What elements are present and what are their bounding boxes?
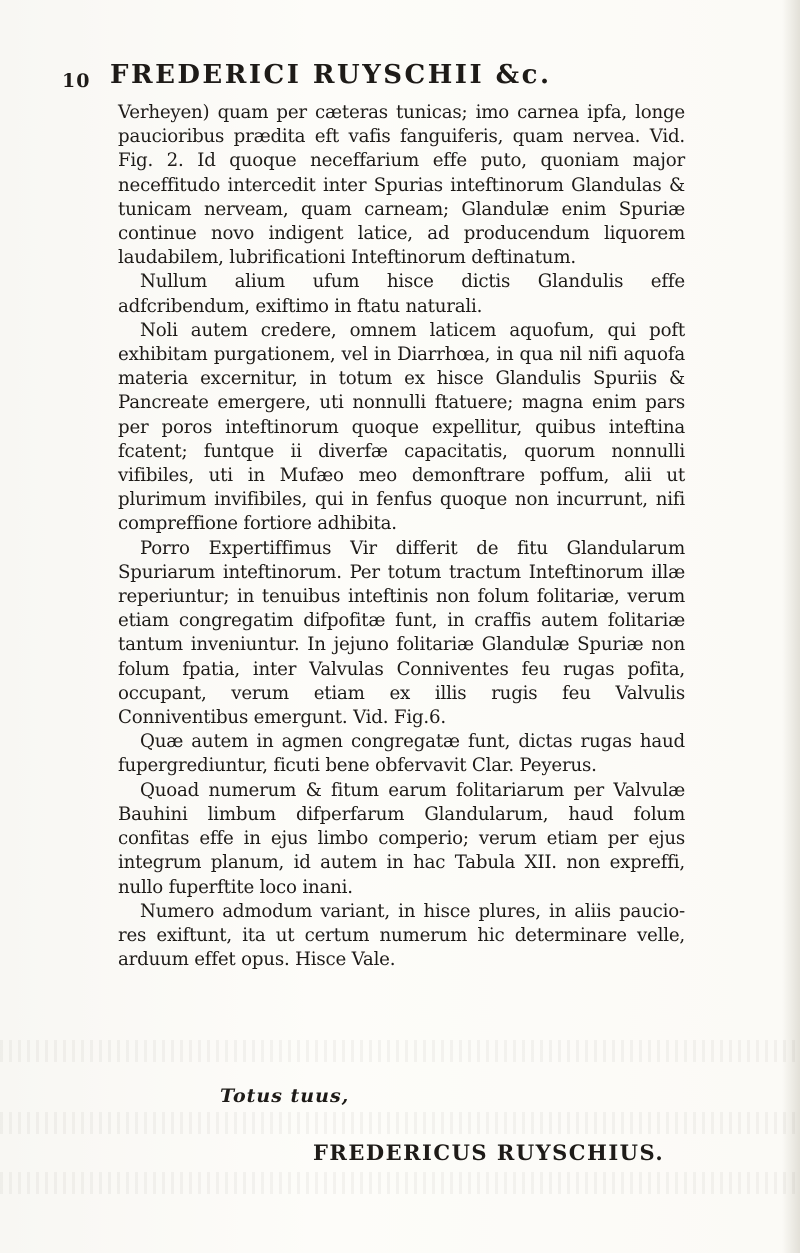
- closing-salutation: Totus tuus,: [220, 1085, 350, 1107]
- show-through-text: [0, 1040, 800, 1062]
- paragraph: Numero admodum variant, in hisce plures, in aliis paucio-res exiftunt, ita ut certum numerum hic determinare velle, arduum effet opus. Hisce Vale.: [118, 900, 685, 971]
- paragraph: Verheyen) quam per cæteras tunicas; imo carnea ipfa, longe paucioribus prædita eft vafis fanguiferis, quam nervea. Vid. Fig. 2. Id quoque neceffarium effe puto, quoniam major neceffitudo intercedit inter Spurias inteftinorum Glandulas & tunicam nerveam, quam carneam; Glandulæ enim Spuriæ continue novo indigent latice, ad producendum liquorem laudabilem, lubrificationi Inteftinorum deftinatum.: [118, 102, 685, 269]
- paragraph: Nullum alium ufum hisce dictis Glandulis effe adfcribendum, exiftimo in ftatu naturali.: [118, 271, 685, 317]
- paragraph: Noli autem credere, omnem laticem aquofum, qui poft exhibitam purgationem, vel in Diarrhœa, in qua nil nifi aquofa materia excernitur, in totum ex hisce Glandulis Spuriis & Pancreate emergere, uti nonnulli ftatuere; magna enim pars per poros inteftinorum quoque expellitur, quibus inteftina fcatent; funtque ii diverfæ capacitatis, quorum nonnulli vifibiles, uti in Mufæo meo demonftrare poffum, alii ut plurimum invifibiles, qui in fenfus quoque non incurrunt, nifi compreffione fortiore adhibita.: [118, 319, 685, 535]
- page-number: 10: [62, 70, 91, 92]
- body-text: [118, 101, 685, 972]
- show-through-text: [0, 1112, 800, 1134]
- page-header: [62, 50, 702, 100]
- paragraph: Quoad numerum & fitum earum folitariarum per Valvulæ Bauhini limbum difperfarum Glandularum, haud folum confitas effe in ejus limbo comperio; verum etiam per ejus integrum planum, id autem in hac Tabula XII. non expreffi, nullo fuperftite loco inani.: [118, 779, 685, 898]
- page-edge-shadow: [782, 0, 800, 1253]
- paragraph: Quæ autem in agmen congregatæ funt, dictas rugas haud fupergrediuntur, ficuti bene obfervavit Clar. Peyerus.: [118, 731, 685, 777]
- running-title: FREDERICI RUYSCHII &c.: [110, 60, 552, 90]
- signature: FREDERICUS RUYSCHIUS.: [313, 1140, 665, 1165]
- show-through-text: [0, 1172, 800, 1194]
- paragraph: Porro Expertiffimus Vir differit de fitu Glandularum Spuriarum inteftinorum. Per totum tractum Inteftinorum illæ reperiuntur; in tenuibus inteftinis non folum folitariæ, verum etiam congregatim difpofitæ funt, in craffis autem folitariæ tantum inveniuntur. In jejuno folitariæ Glandulæ Spuriæ non folum fpatia, inter Valvulas Conniventes feu rugas pofita, occupant, verum etiam ex illis rugis feu Valvulis Conniventibus emergunt. Vid. Fig.6.: [118, 537, 685, 729]
